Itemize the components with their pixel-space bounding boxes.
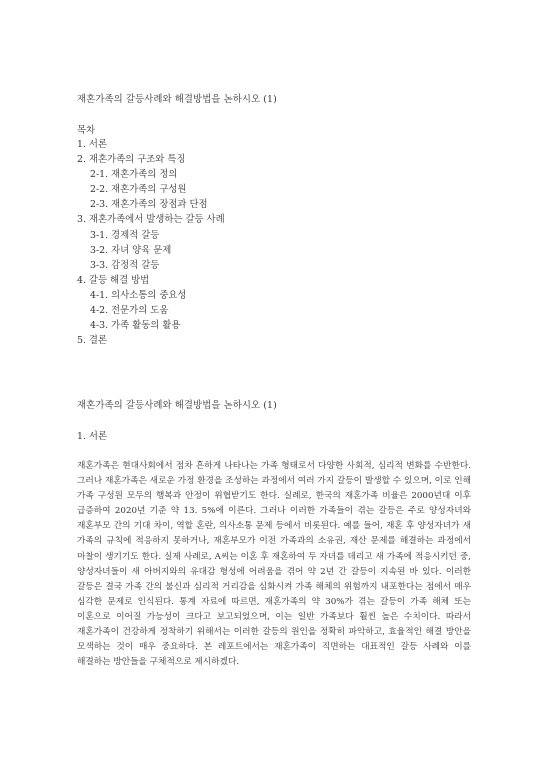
toc-heading: 목차 [77,125,96,136]
document-title-repeat: 재혼가족의 갈등사례와 해결방법을 논하시오 (1) [77,400,277,411]
toc-item: 5. 결론 [77,335,108,347]
toc-subitem: 3-3. 감정적 갈등 [90,259,160,271]
toc-item: 1. 서론 [77,139,108,150]
toc-item: 3. 재혼가족에서 발생하는 갈등 사례 [77,214,225,226]
table-of-contents [77,137,225,348]
section-heading-introduction: 1. 서론 [77,431,108,442]
toc-subitem: 4-3. 가족 활동의 활용 [90,320,181,332]
toc-subitem: 2-3. 재혼가족의 장점과 단점 [90,199,208,211]
toc-item: 4. 갈등 해결 방법 [77,274,150,286]
document-title: 재혼가족의 갈등사례와 해결방법을 논하시오 (1) [77,94,277,105]
toc-subitem: 3-2. 자녀 양육 문제 [90,244,172,256]
toc-subitem: 4-1. 의사소통의 중요성 [90,289,187,301]
toc-subitem: 4-2. 전문가의 도움 [90,305,169,317]
toc-subitem: 3-1. 경제적 갈등 [90,229,160,241]
toc-subitem: 2-2. 재혼가족의 구성원 [90,184,187,196]
introduction-paragraph: 재혼가족은 현대사회에서 점차 흔하게 나타나는 가족 형태로서 다양한 사회적, 심리적 변화를 수반한다. 그러나 재혼가족은 새로운 가정 환경을 조성하는 과정에서 여러 가지 갈등이 발생할 수 있으며, 이로 인해 가족 구성원 모두의 행복과 안정이 위협받기도 한다. 실례로, 한국의 재혼가족 비율은 2000년대 이후 급증하여 2020년 기준 약 13. 5%에 이른다. 그러나 이러한 가족들이 겪는 갈등은 주로 양성자녀와 재혼부모 간의 기대 차이, 역할 혼란, 의사소통 문제 등에서 비롯된다. 예를 들어, 재혼 후 양성자녀가 새 가족의 규칙에 적응하지 못하거나, 재혼부모가 이전 가족과의 소유권, 재산 문제를 해결하는 과정에서 마찰이 생기기도 한다. 실제 사례로, A씨는 이혼 후 재혼하여 두 자녀를 데리고 새 가족에 적응시키던 중, 양성자녀들이 새 아버지와의 유대감 형성에 어려움을 겪어 약 2년 간 갈등이 지속된 바 있다. 이러한 갈등은 결국 가족 간의 불신과 심리적 거리감을 심화시켜 가족 해체의 위험까지 내포한다는 점에서 매우 심각한 문제로 인식된다. 통계 자료에 따르면, 재혼가족의 약 30%가 겪는 갈등이 가족 해체 또는 이혼으로 이어질 가능성이 크다고 보고되었으며, 이는 일반 가족보다 훨씬 높은 수치이다. 따라서 재혼가족이 건강하게 정착하기 위해서는 이러한 갈등의 원인을 정확히 파악하고, 효율적인 해결 방안을 모색하는 것이 매우 중요하다. 본 레포트에서는 재혼가족이 직면하는 대표적인 갈등 사례와 이를 해결하는 방안들을 구체적으로 제시하겠다. [77,461,471,668]
toc-item: 2. 재혼가족의 구조와 특징 [77,154,186,166]
toc-subitem: 2-1. 재혼가족의 정의 [90,169,178,181]
